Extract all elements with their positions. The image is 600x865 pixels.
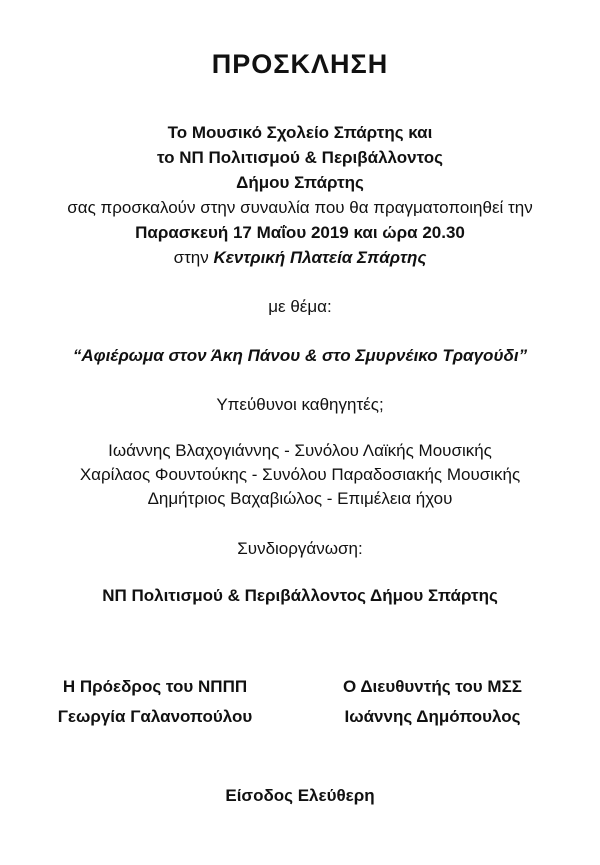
theme-text: “Αφιέρωμα στον Άκη Πάνου & στο Σμυρνέικο Τραγούδι”	[72, 346, 528, 365]
signature-right-name: Ιωάννης Δημόπουλος	[344, 707, 521, 726]
intro-line-3: Δήμου Σπάρτης	[236, 173, 364, 192]
signature-left-name: Γεωργία Γαλανοπούλου	[57, 707, 253, 726]
theme-label: με θέμα:	[268, 297, 332, 316]
event-place: Κεντρική Πλατεία Σπάρτης	[213, 248, 427, 267]
event-place-line	[0, 247, 600, 269]
signature-left-role: Η Πρόεδρος του ΝΠΠΠ	[62, 677, 248, 696]
intro-line-1: Το Μουσικό Σχολείο Σπάρτης και	[167, 123, 433, 142]
event-date-line: Παρασκευή 17 Μαΐου 2019 και ώρα 20.30	[135, 223, 465, 242]
intro-line-2: το ΝΠ Πολιτισμού & Περιβάλλοντος	[157, 148, 443, 167]
invitation-title: ΠΡΟΣΚΛΗΣΗ	[211, 49, 389, 79]
signature-right-role: Ο Διευθυντής του ΜΣΣ	[343, 677, 522, 696]
teacher-line-3: Δημήτριος Βαχαβιώλος - Επιμέλεια ήχου	[147, 489, 453, 508]
co-organization-label: Συνδιοργάνωση:	[237, 539, 363, 558]
co-organization-name: ΝΠ Πολιτισμού & Περιβάλλοντος Δήμου Σπάρτης	[102, 586, 498, 605]
teacher-line-2: Χαρίλαος Φουντούκης - Συνόλου Παραδοσιακής Μουσικής	[79, 465, 521, 484]
free-entry-note: Είσοδος Ελεύθερη	[225, 786, 375, 805]
teachers-heading: Υπεύθυνοι καθηγητές;	[216, 395, 384, 414]
place-prefix: στην	[173, 248, 214, 267]
intro-line-4: σας προσκαλούν στην συναυλία που θα πραγματοποιηθεί την	[67, 198, 533, 217]
teacher-line-1: Ιωάννης Βλαχογιάννης - Συνόλου Λαϊκής Μουσικής	[108, 441, 492, 460]
